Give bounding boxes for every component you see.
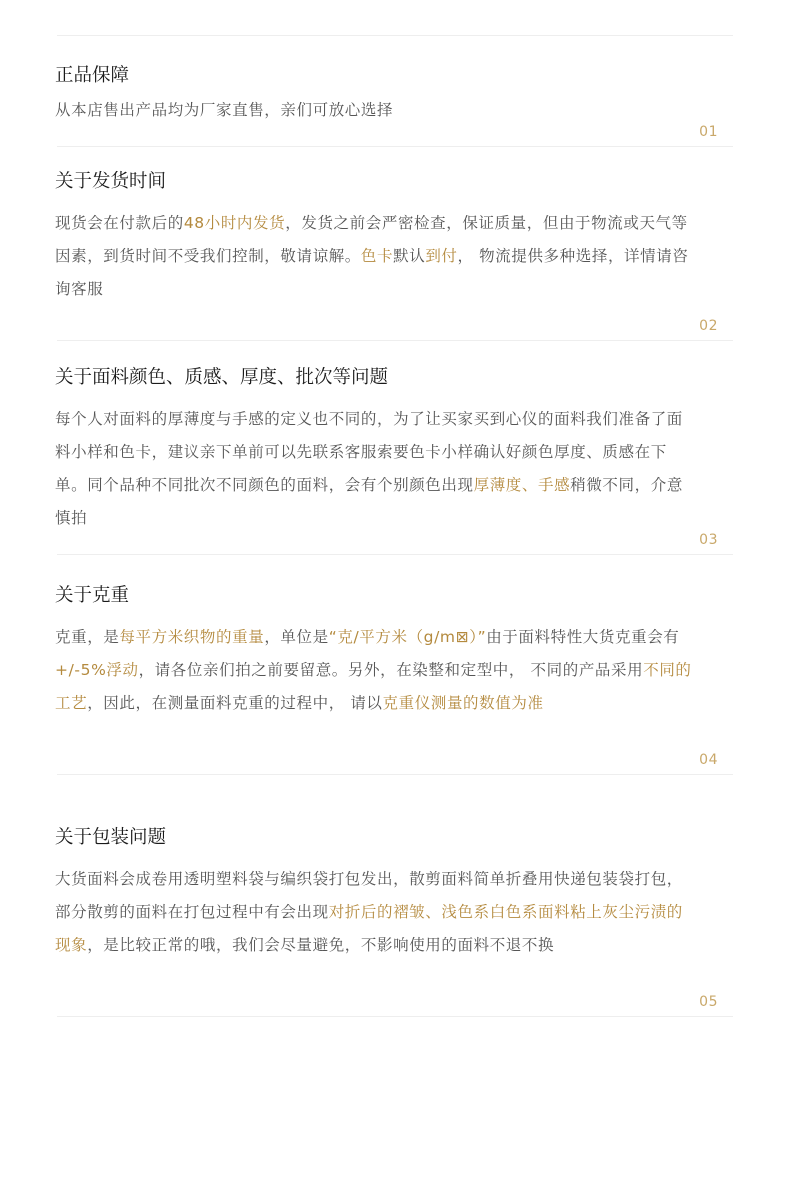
section-shipping-time bbox=[55, 170, 695, 306]
highlight-text: 不同的工艺 bbox=[55, 661, 692, 712]
section-body bbox=[55, 94, 695, 127]
section-body bbox=[55, 403, 695, 535]
section-body bbox=[55, 207, 695, 306]
highlight-text: 色卡 bbox=[360, 247, 394, 265]
body-text: 克重，是 bbox=[55, 628, 120, 646]
section-number: 01 bbox=[699, 124, 718, 140]
section-number: 03 bbox=[699, 532, 718, 548]
body-text: 大货面料会成卷用透明塑料袋与编织袋打包发出，散剪面料简单折叠用快递包装袋打包，部分散剪的面料在打包过程中有会出现 bbox=[55, 870, 683, 921]
body-text: 稍微不同，介意慎拍 bbox=[55, 476, 683, 527]
body-text: 由于面料特性大货克重会有 bbox=[486, 628, 680, 646]
divider bbox=[57, 146, 733, 147]
body-text: 从本店售出产品均为厂家直售，亲们可放心选择 bbox=[55, 101, 394, 119]
section-packaging bbox=[55, 826, 695, 962]
divider bbox=[57, 554, 733, 555]
divider bbox=[57, 1016, 733, 1017]
highlight-text: 48小时内发货 bbox=[183, 214, 286, 232]
body-text: 默认 bbox=[393, 247, 426, 265]
section-body bbox=[55, 621, 695, 720]
divider bbox=[57, 340, 733, 341]
highlight-text: +/-5%浮动 bbox=[55, 661, 139, 679]
body-text: ，发货之前会严密检查，保证质量，但由于物流或天气等因素，到货时间不受我们控制，敬请谅解。 bbox=[55, 214, 688, 265]
highlight-text: 到付 bbox=[425, 247, 458, 265]
body-text: ，是比较正常的哦，我们会尽量避免，不影响使用的面料不退不换 bbox=[87, 936, 555, 954]
highlight-text: 克重仪测量的数值为准 bbox=[382, 694, 544, 712]
body-text: 每个人对面料的厚薄度与手感的定义也不同的，为了让买家买到心仪的面料我们准备了面料小样和色卡，建议亲下单前可以先联系客服索要色卡小样确认好颜色厚度、质感在下单。同个品种不同批次不同颜色的面料，会有个别颜色出现 bbox=[55, 410, 683, 494]
section-authentic-guarantee bbox=[55, 64, 695, 127]
section-title: 关于克重 bbox=[55, 585, 130, 606]
section-title: 正品保障 bbox=[55, 65, 130, 86]
body-text: ，因此，在测量面料克重的过程中， 请以 bbox=[87, 694, 383, 712]
highlight-text: 厚薄度、手感 bbox=[473, 476, 571, 494]
body-text: ，请各位亲们拍之前要留意。另外，在染整和定型中， 不同的产品采用 bbox=[138, 661, 644, 679]
section-fabric-weight bbox=[55, 584, 695, 720]
section-title: 关于发货时间 bbox=[55, 171, 167, 192]
body-text: ，单位是 bbox=[264, 628, 329, 646]
section-title: 关于包装问题 bbox=[55, 827, 167, 848]
body-text: ， 物流提供多种选择，详情请咨询客服 bbox=[55, 247, 689, 298]
section-number: 02 bbox=[699, 318, 718, 334]
highlight-text: “克/平方米（g/m⊠）” bbox=[328, 628, 487, 646]
section-title: 关于面料颜色、质感、厚度、批次等问题 bbox=[55, 367, 389, 388]
section-number: 04 bbox=[699, 752, 718, 768]
divider bbox=[57, 774, 733, 775]
highlight-text: 每平方米织物的重量 bbox=[119, 628, 265, 646]
highlight-text: 对折后的褶皱、浅色系白色系面料粘上灰尘污渍的现象 bbox=[55, 903, 683, 954]
divider bbox=[57, 35, 733, 36]
body-text: 现货会在付款后的 bbox=[55, 214, 184, 232]
section-number: 05 bbox=[699, 994, 718, 1010]
section-fabric-quality bbox=[55, 366, 695, 535]
section-body bbox=[55, 863, 695, 962]
